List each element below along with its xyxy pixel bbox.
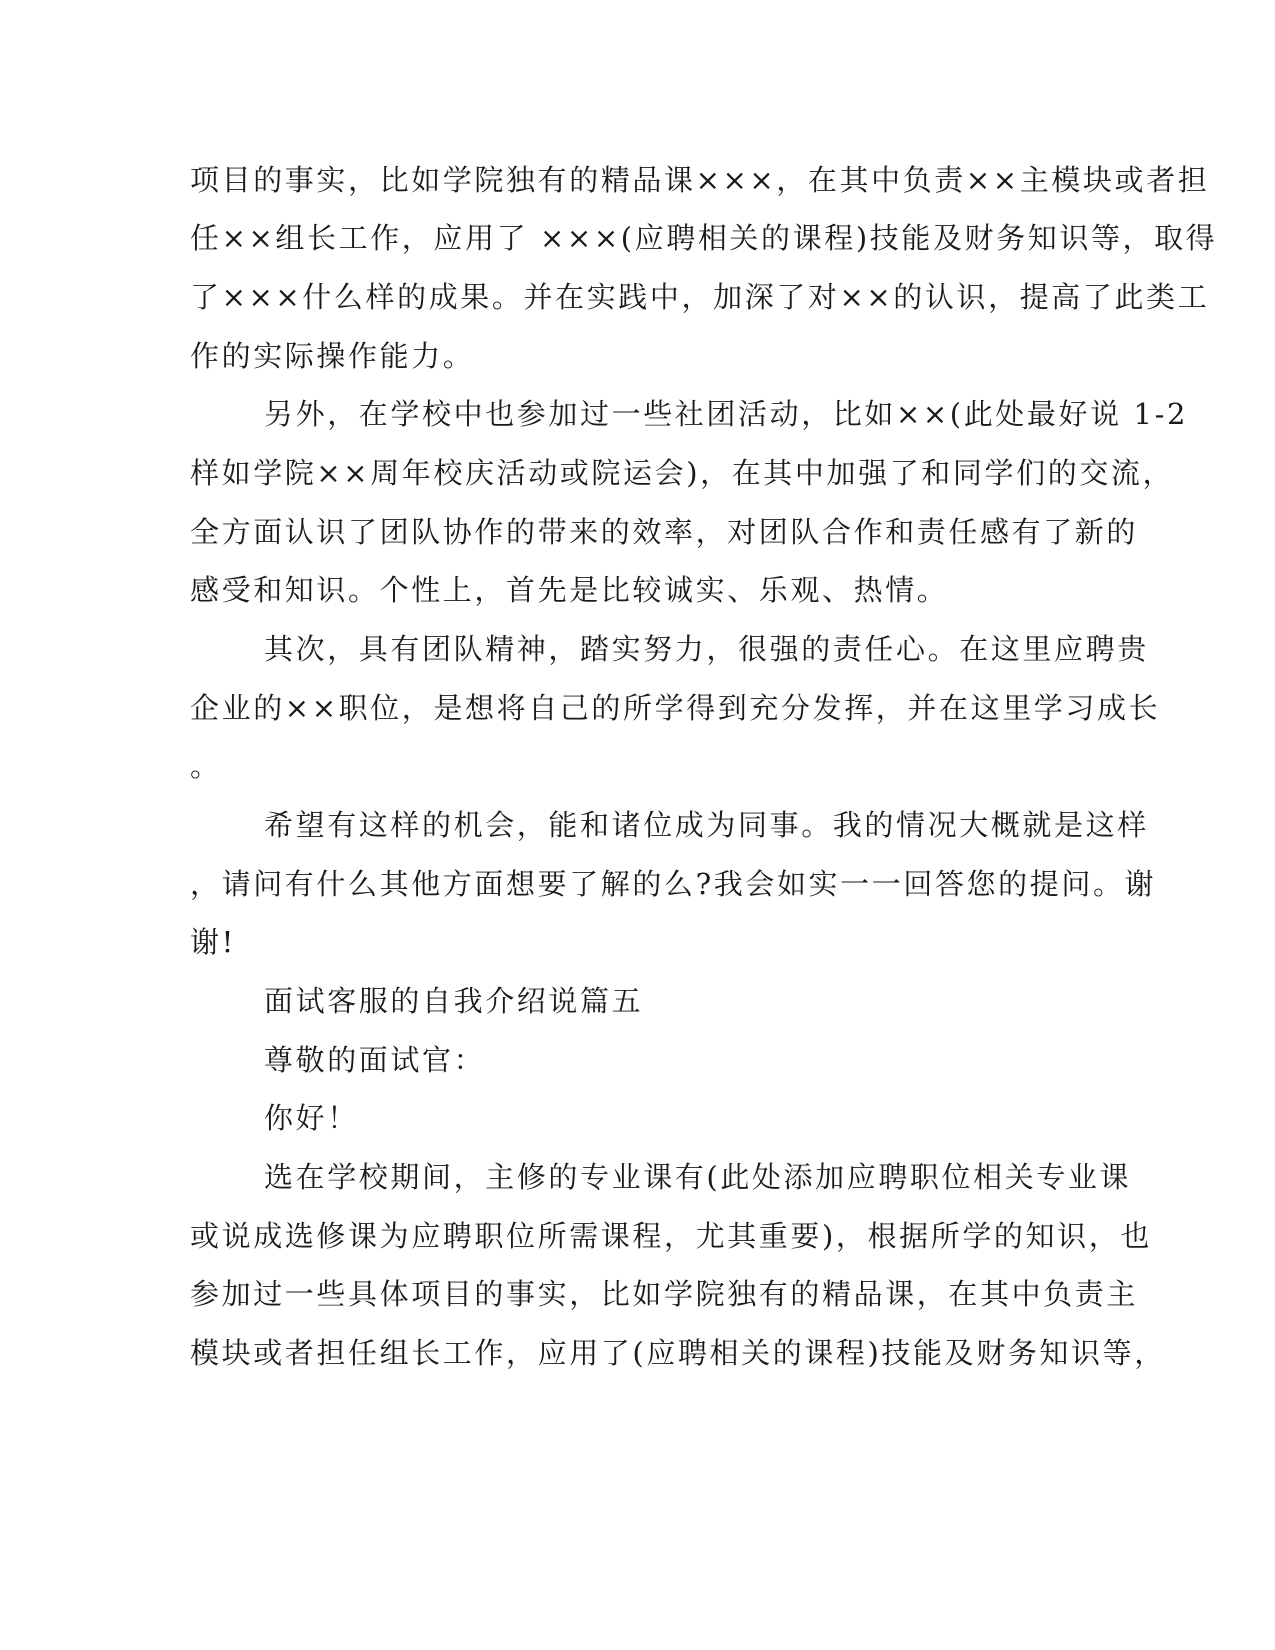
text-line: 全方面认识了团队协作的带来的效率，对团队合作和责任感有了新的 xyxy=(190,515,1139,549)
text-line: 感受和知识。个性上，首先是比较诚实、乐观、热情。 xyxy=(190,573,949,607)
section-heading: 面试客服的自我介绍说篇五 xyxy=(264,984,644,1018)
text-line: 项目的事实，比如学院独有的精品课×××，在其中负责××主模块或者担 xyxy=(190,163,1210,197)
text-line: 谢! xyxy=(190,925,236,959)
text-line: 模块或者担任组长工作，应用了(应聘相关的课程)技能及财务知识等， xyxy=(190,1336,1166,1370)
text-line: 了×××什么样的成果。并在实践中，加深了对××的认识，提高了此类工 xyxy=(190,280,1210,314)
paragraph-first-line: 另外，在学校中也参加过一些社团活动，比如××(此处最好说 1-2 xyxy=(264,397,1189,431)
text-line: 或说成选修课为应聘职位所需课程，尤其重要)，根据所学的知识，也 xyxy=(190,1219,1152,1253)
salutation: 尊敬的面试官： xyxy=(264,1043,486,1077)
greeting: 你好！ xyxy=(264,1101,359,1135)
text-line: 。 xyxy=(190,749,222,783)
text-line: 作的实际操作能力。 xyxy=(190,339,475,373)
text-line: 任××组长工作，应用了 ×××(应聘相关的课程)技能及财务知识等，取得 xyxy=(190,221,1218,255)
paragraph-first-line: 其次，具有团队精神，踏实努力，很强的责任心。在这里应聘贵 xyxy=(264,632,1149,666)
paragraph-first-line: 希望有这样的机会，能和诸位成为同事。我的情况大概就是这样 xyxy=(264,808,1149,842)
text-line: ，请问有什么其他方面想要了解的么?我会如实一一回答您的提问。谢 xyxy=(190,867,1157,901)
paragraph-first-line: 选在学校期间，主修的专业课有(此处添加应聘职位相关专业课 xyxy=(264,1160,1132,1194)
text-line: 样如学院××周年校庆活动或院运会)，在其中加强了和同学们的交流， xyxy=(190,456,1175,490)
text-line: 参加过一些具体项目的事实，比如学院独有的精品课，在其中负责主 xyxy=(190,1277,1139,1311)
text-line: 企业的××职位，是想将自己的所学得到充分发挥，并在这里学习成长 xyxy=(190,691,1161,725)
